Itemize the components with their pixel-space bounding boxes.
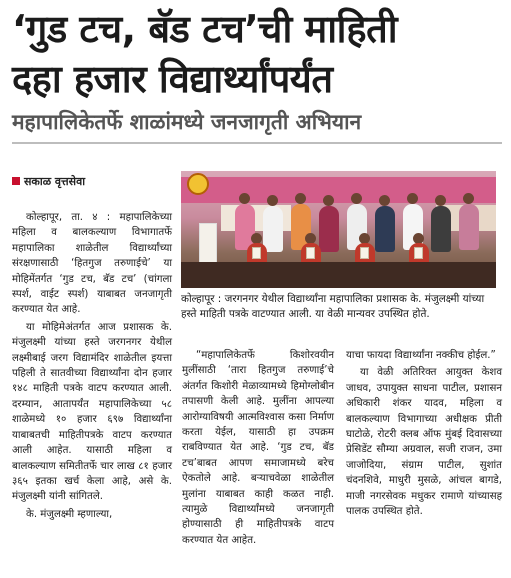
photo-person xyxy=(375,206,395,252)
photo-person-head xyxy=(351,193,362,204)
photo-logo-icon xyxy=(187,173,209,195)
paragraph: या वेळी अतिरिक्त आयुक्त केशव जाधव, उपायुक्त साधना पाटील, प्रशासन अधिकारी शंकर यादव, महिला व बालकल्याण विभागाच्या अधीक्षक प्रीती घाटोळे, रोटरी क्लब ऑफ मुंबई दिवासच्या प्रेसिडेंट सौम्या अग्रवाल, सजी राजन, उमा जाजोदिया, संग्राम पाटील, सुशांत चंदनशिवे, माधुरी मुसळे, आंचल बागडे, माजी नगरसेवक मधुकर रामाणे यांच्यासह पालक उपस्थित होते. xyxy=(346,367,502,518)
photo-person-head xyxy=(267,195,278,206)
photo-pamphlet xyxy=(414,247,423,259)
subheadline-rule xyxy=(12,142,502,144)
photo-pamphlet xyxy=(252,247,261,259)
byline xyxy=(12,174,85,189)
paragraph: के. मंजुलक्ष्मी म्हणाल्या, xyxy=(26,508,113,520)
news-photo xyxy=(181,171,496,288)
byline-text: सकाळ वृत्तसेवा xyxy=(24,175,86,188)
headline-line-1: ‘गुड टच, बॅड टच’ची माहिती xyxy=(12,7,398,51)
photo-pamphlet xyxy=(306,247,315,259)
photo-person xyxy=(263,206,283,252)
paragraph: याचा फायदा विद्यार्थ्यांना नक्कीच होईल.” xyxy=(346,350,496,361)
headline xyxy=(12,4,504,104)
photo-banner xyxy=(181,177,496,203)
paragraph: या मोहिमेअंतर्गत आज प्रशासक के. मंजुलक्ष्मी यांच्या हस्ते जरगनगर येथील लक्ष्मीबाई जरग विद्यामंदिर शाळेतील इयत्ता पहिली ते सातवीच्या विद्यार्थ्यांना दोन हजार १४८ माहिती पत्रके वाटप करण्यात आली. दरम्यान, आतापर्यंत महापालिकेच्या ५८ शाळेमध्ये १० हजार ६९७ विद्यार्थ्यांना याबाबतची माहितीपत्रके वाटप करण्यात आली आहेत. यासाठी महिला व बालकल्याण समितीतर्फे चार लाख ८१ हजार ३६५ इतका खर्च केला आहे, असे के. मंजुलक्ष्मी यांनी सांगितले. xyxy=(12,321,172,503)
subheadline: महापालिकेतर्फे शाळांमध्ये जनजागृती अभियान xyxy=(12,110,362,134)
photo-person xyxy=(431,206,451,252)
paragraph: “महापालिकेतर्फे किशोरवयीन मुलींसाठी ‘तारा हितगुज तरुणाई’चे अंतर्गत किशोरी मेळाव्यामध्ये हिमोग्लोबीन तपासणी केली आहे. मुलींना आपल्या आरोग्याविषयी आत्मविश्वास कसा निर्माण करता येईल, यासाठी हा उपक्रम राबविण्यात येत आहे. ‘गुड टच, बॅड टच’बाबत आपण समाजामध्ये बरेच ऐकतोले आहे. बऱ्याचवेळा शाळेतील मुलांना याबाबत काही कळत नाही. त्यामुळे विद्यार्थ्यांमध्ये जनजागृती होण्यासाठी ही माहितीपत्रके वाटप करण्यात येत आहेत. xyxy=(182,350,334,546)
article-column-1 xyxy=(12,210,172,524)
photo-stage xyxy=(181,262,496,288)
photo-person xyxy=(459,204,479,250)
photo-person-head xyxy=(407,193,418,204)
byline-marker-icon xyxy=(12,177,20,185)
photo-caption: कोल्हापूर : जरगनगर येथील विद्यार्थ्यांना महापालिका प्रशासक के. मंजुलक्ष्मी यांच्या हस्ते माहिती पत्रके वाटण्यात आली. या वेळी मान्यवर उपस्थित होते. xyxy=(181,293,485,321)
photo-person-head xyxy=(463,193,474,204)
article-column-2 xyxy=(182,348,334,550)
paragraph: कोल्हापूर, ता. ४ : महापालिकेच्या महिला व बालकल्याण विभागातर्फे महापालिका शाळेतील विद्यार्थ्यांच्या संरक्षणासाठी ‘हितगुज तरुणाईचे’ या मोहिमेंतर्गत ‘गुड टच, बॅड टच’ (चांगला स्पर्श, वाईट स्पर्श) याबाबत जनजागृती करण्यात येत आहे. xyxy=(12,212,172,316)
photo-person xyxy=(319,206,339,252)
photo-person-head xyxy=(295,193,306,204)
photo-person-head xyxy=(239,193,250,204)
photo-person-head xyxy=(323,195,334,206)
photo-pamphlet xyxy=(360,247,369,259)
photo-person-head xyxy=(379,195,390,206)
photo-person-head xyxy=(435,195,446,206)
headline-line-2: दहा हजार विद्यार्थ्यांपर्यंत xyxy=(12,57,333,101)
article-column-3 xyxy=(346,348,502,521)
